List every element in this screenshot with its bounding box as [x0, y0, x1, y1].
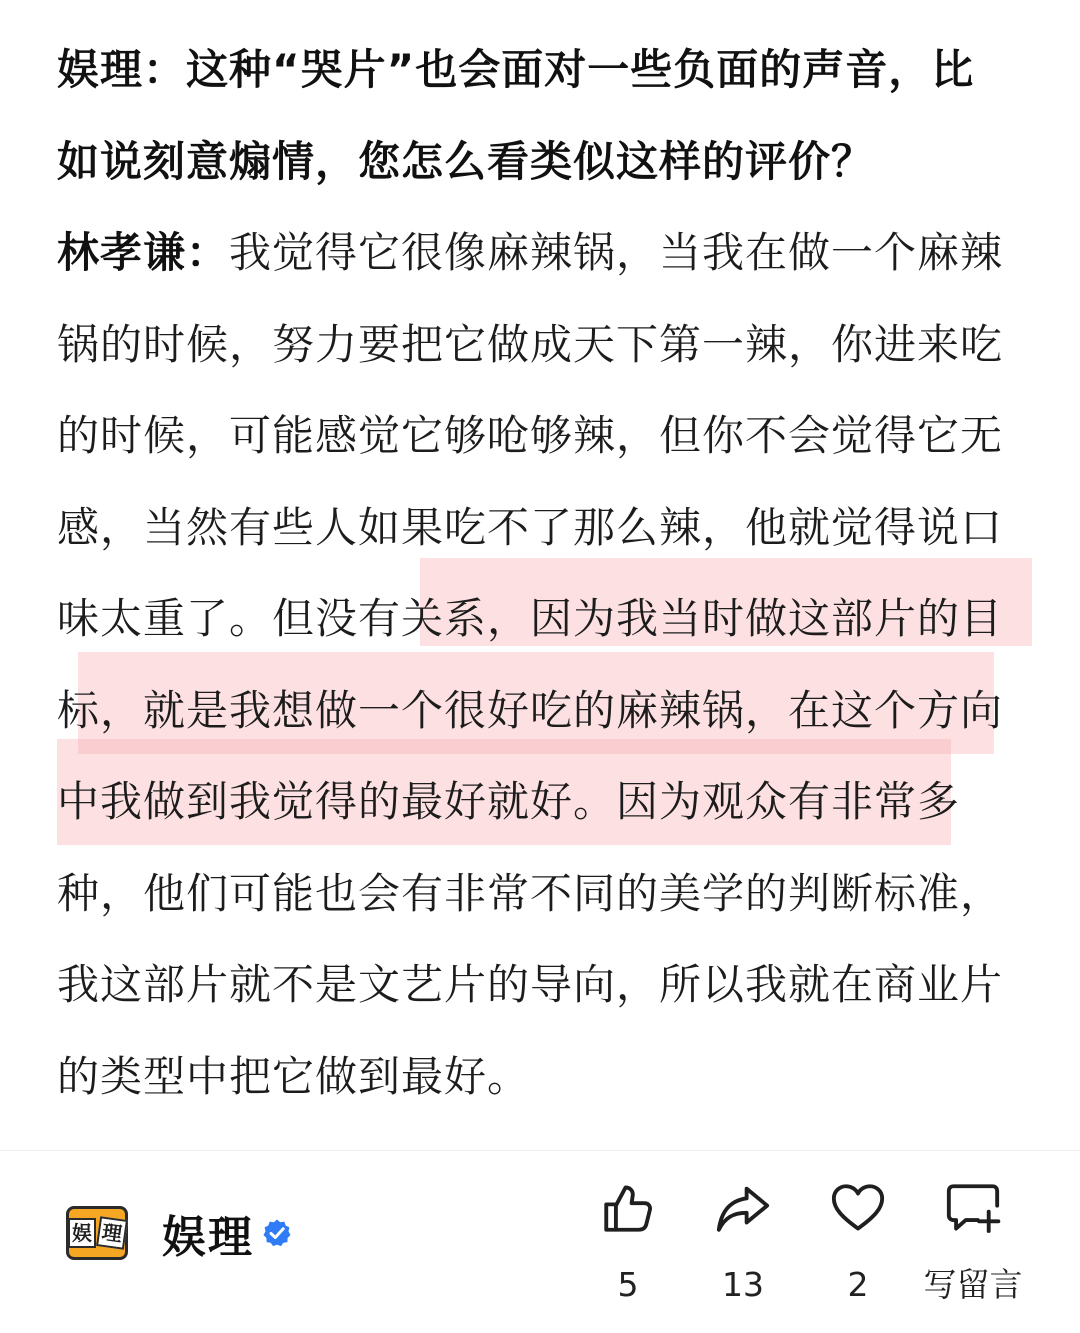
- answer-speaker: 林孝谦：: [57, 228, 230, 277]
- like-action[interactable]: [573, 1179, 683, 1305]
- share-icon: [714, 1179, 772, 1237]
- article-body: [57, 24, 1017, 1122]
- author-info[interactable]: [66, 1203, 292, 1263]
- avatar[interactable]: [66, 1206, 128, 1260]
- share-count: 13: [722, 1265, 764, 1304]
- question-speaker: 娱理：: [57, 45, 187, 94]
- avatar-char-2: 理: [96, 1216, 128, 1250]
- author-name[interactable]: 娱理: [162, 1212, 254, 1263]
- write-comment-action[interactable]: [918, 1179, 1028, 1305]
- answer-text-part1: 我觉得它很像麻辣锅，当我在做一个麻辣锅的时候，努力要把它做成天下第一辣，你进来吃的时候，可能感觉它够呛够辣，但你不会觉得它无感，当然有些人如果吃不了那么辣，他就觉得说口味太重了: [57, 228, 1004, 643]
- write-comment-label: 写留言: [923, 1265, 1023, 1304]
- verified-badge-icon: [262, 1218, 292, 1248]
- answer-text-part2: 因为观众有非常多种，他们可能也会有非常不同的美学的判断标准，我这部片就不是文艺片的导向，所以我就在商业片的类型中把它做到最好。: [57, 777, 1004, 1101]
- bottom-action-bar: [0, 1150, 1080, 1333]
- favorite-action[interactable]: [803, 1179, 913, 1305]
- answer-paragraph: [57, 207, 1017, 1122]
- like-count: 5: [617, 1265, 639, 1304]
- question-text: 这种“哭片”也会面对一些负面的声音，比如说刻意煽情，您怎么看类似这样的评价？: [57, 45, 975, 186]
- comment-add-icon: [944, 1179, 1002, 1237]
- favorite-count: 2: [847, 1265, 869, 1304]
- answer-text-highlighted: 。但没有关系，因为我当时做这部片的目标，就是我想做一个很好吃的麻辣锅，在这个方向中我做到我觉得的最好就好。: [57, 594, 1004, 826]
- question-paragraph: [57, 24, 1017, 207]
- heart-icon: [829, 1179, 887, 1237]
- share-action[interactable]: [688, 1179, 798, 1305]
- avatar-char-1: 娱: [68, 1218, 96, 1248]
- thumbs-up-icon: [599, 1179, 657, 1237]
